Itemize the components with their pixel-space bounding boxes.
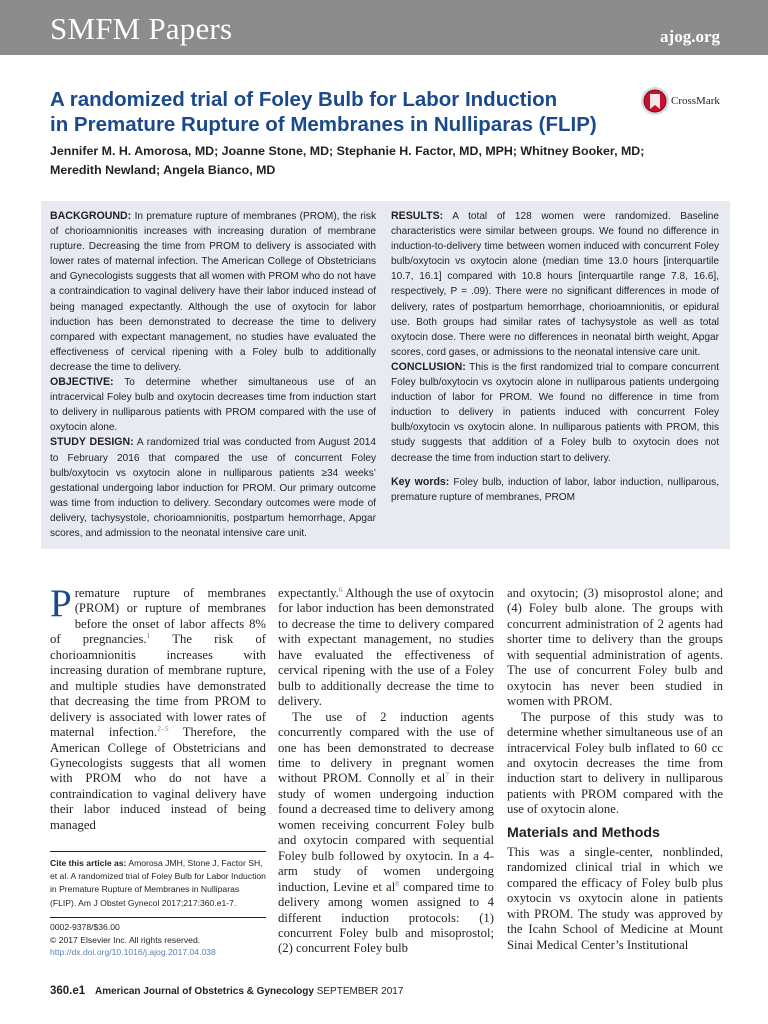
- crossmark-badge[interactable]: [640, 86, 740, 116]
- abstract-spacer: [391, 466, 719, 475]
- issn-price: 0002-9378/$36.00: [50, 922, 120, 932]
- cite-label: Cite this article as:: [50, 858, 127, 868]
- study-design-label: STUDY DESIGN:: [50, 436, 134, 449]
- paragraph: This was a single-center, nonblinded, randomized clinical trial in which we compared the efficacy of Foley bulb plus oxytocin vs oxytocin alone in patients with PROM. The study was approved by the Icahn School of Medicine at Mount Sinai Medical Center’s Institutional: [507, 844, 723, 952]
- intro-text-b: The risk of chorioamnionitis increases with increasing duration of membrane rupture, and multiple studies have demonstrated that decreasing the time from PROM to delivery is associated with lower rates of maternal infection.: [50, 632, 266, 740]
- authors-line-1: Jennifer M. H. Amorosa, MD; Joanne Stone, MD; Stephanie H. Factor, MD, MPH; Whitney Booker, MD;: [50, 144, 645, 158]
- intro-paragraph: [50, 582, 266, 833]
- cite-text: Amorosa JMH, Stone J, Factor SH, et al. A randomized trial of Foley Bulb for Labor Induction in Premature Rupture of Membranes in Nulliparas (FLIP). Am J Obstet Gynecol 2017;217:360.e1-7.: [50, 858, 266, 908]
- body-column-1: [50, 582, 266, 833]
- abstract-box: [41, 201, 730, 549]
- author-list: [50, 142, 710, 180]
- site-link[interactable]: ajog.org: [660, 27, 720, 46]
- title-line-2: in Premature Rupture of Membranes in Nulliparas (FLIP): [50, 113, 597, 136]
- paragraph-text: in their study of women undergoing induction found a decreased time to delivery among women receiving concurrent Foley bulb and oxytocin compared with sequential Foley bulb followed by oxytocin. In a 4-arm study of women undergoing induction, Levine et al: [278, 771, 494, 894]
- article-title: [50, 87, 610, 137]
- page-footer: [50, 985, 403, 997]
- abstract-background: [50, 209, 376, 375]
- rights-box: [50, 921, 266, 959]
- paragraph-text: Although the use of oxytocin for labor induction has been demonstrated to decrease the time to delivery compared with expectant management, no studies have evaluated the effectiveness of cervical ripening with the use of a Foley bulb to additionally decrease the time to delivery.: [278, 586, 494, 709]
- keywords-label: Key words:: [391, 475, 450, 488]
- paragraph-text: compared time to delivery among women assigned to 4 different induction protocols: (1) concurrent Foley bulb and misoprostol; (2) concurrent Foley bulb: [278, 879, 494, 956]
- abstract-objective: [50, 375, 376, 435]
- keywords-text: Foley bulb, induction of labor, labor induction, nulliparous, premature rupture of membranes, PROM: [391, 476, 720, 503]
- reference-link[interactable]: 2–5: [157, 723, 169, 733]
- abstract-keywords: [391, 475, 719, 505]
- conclusion-text: This is the first randomized trial to compare concurrent Foley bulb/oxytocin vs oxytocin alone in nulliparous patients undergoing induction of labor for PROM. We found no difference in time from induction to delivery in patients induced with concurrent Foley bulb/oxytocin vs oxytocin alone. In nulliparous patients with PROM, this study suggests that addition of a Foley bulb to oxytocin does not decrease the time from induction start to delivery.: [391, 361, 719, 464]
- paragraph: [278, 586, 494, 710]
- series-title: SMFM Papers: [50, 11, 233, 46]
- paragraph-text: The use of 2 induction agents concurrently compared with the use of one has been demonstrated to decrease time to delivery in pregnant women without PROM. Connolly et al: [278, 709, 494, 786]
- title-line-1: A randomized trial of Foley Bulb for Labor Induction: [50, 88, 558, 111]
- abstract-left-column: [50, 209, 376, 541]
- abstract-study-design: [50, 435, 376, 541]
- reference-link[interactable]: 6: [338, 584, 343, 594]
- copyright-notice: © 2017 Elsevier Inc. All rights reserved.: [50, 934, 201, 945]
- abstract-conclusion: [391, 360, 719, 466]
- rights-divider: [50, 917, 266, 918]
- body-column-3: [507, 586, 723, 953]
- page-number: 360.e1: [50, 985, 86, 997]
- journal-name: American Journal of Obstetrics & Gynecology: [94, 986, 314, 997]
- conclusion-label: CONCLUSION:: [391, 360, 466, 373]
- doi-link[interactable]: http://dx.doi.org/10.1016/j.ajog.2017.04.038: [50, 947, 216, 957]
- abstract-results: [391, 209, 719, 360]
- abstract-right-column: [391, 209, 719, 505]
- background-text: In premature rupture of membranes (PROM), the risk of chorioamnionitis increases with increasing duration of membrane rupture. Decreasing the time from PROM to delivery is associated with lower rates of maternal infection. The American College of Obstetricians and Gynecologists suggests that all women with PROM who do not have a contraindication to vaginal delivery have their labor induced instead of being managed expectantly. Although the use of oxytocin for labor induction has been demonstrated to decrease the time to delivery compared with expectant management, no studies have evaluated the effectiveness of cervical ripening with a Foley bulb to additionally decrease the time to delivery.: [50, 211, 376, 373]
- crossmark-label: CrossMark: [671, 95, 720, 107]
- section-heading: Materials and Methods: [507, 824, 660, 841]
- issue-date: SEPTEMBER 2017: [316, 986, 404, 997]
- background-label: BACKGROUND:: [50, 210, 132, 222]
- drop-cap: P: [50, 582, 72, 625]
- study-design-text: A randomized trial was conducted from August 2014 to February 2016 that compared the use of concurrent Foley bulb/oxytocin vs oxytocin alone in nulliparous patients ≥34 weeks’ gestational undergoing labor induction for PROM. Our primary outcome was time from induction to delivery. Secondary outcomes were mode of delivery, tachysystole, chorioamnionitis, postpartum hemorrhage, Apgar scores, and admission to the neonatal intensive care unit.: [50, 437, 376, 539]
- results-label: RESULTS:: [391, 210, 444, 222]
- intro-text-c: Therefore, the American College of Obstetricians and Gynecologists suggests that all women with PROM who do not have a contraindication to vaginal delivery have their labor induced instead of being managed: [50, 725, 266, 832]
- journal-header-bar: [0, 0, 768, 55]
- results-text: A total of 128 women were randomized. Baseline characteristics were similar between groups. We found no difference in induction-to-delivery time between women induced with concurrent Foley bulb/oxytocin vs oxytocin alone (median time 13.0 hours [interquartile 10.7, 16.1] compared with 10.8 hours [interquartile range 7.8, 16.6], respectively, P = .09). There were no significant differences in mode of delivery, rates of postpartum hemorrhage, chorioamnionitis, or epidural use. Both groups had similar rates of tachysystole as well as total oxytocin dose. There were no differences in neonatal birth weight, Apgar scores, cord gases, or admissions to the neonatal intensive care unit.: [391, 211, 719, 358]
- paragraph: The purpose of this study was to determine whether simultaneous use of an intracervical Foley bulb inflated to 60 cc and oxytocin decreases the time from induction start to delivery in nulliparous patients with PROM compared with the use of oxytocin alone.: [507, 709, 723, 817]
- cite-divider: [50, 851, 266, 852]
- objective-text: To determine whether simultaneous use of an intracervical Foley bulb and oxytocin decreases time from induction start to delivery in nulliparous patients with PROM compared with the use of oxytocin alone.: [50, 377, 376, 434]
- reference-link[interactable]: 1: [146, 631, 151, 641]
- reference-link[interactable]: 7: [445, 770, 449, 780]
- intro-text-a: remature rupture of membranes (PROM) or rupture of membranes before the onset of labor affects 8% of pregnancies.: [50, 586, 266, 647]
- body-column-2: [278, 586, 494, 957]
- reference-link[interactable]: 8: [395, 878, 399, 888]
- authors-line-2: Meredith Newland; Angela Bianco, MD: [50, 163, 276, 177]
- crossmark-icon: [640, 86, 670, 116]
- citation-box: [50, 857, 266, 910]
- paragraph: [278, 710, 494, 957]
- paragraph-text: expectantly.: [278, 586, 339, 600]
- paragraph: and oxytocin; (3) misoprostol alone; and (4) Foley bulb alone. The groups with concurrent administration of 2 agents had shorter time to delivery than the groups with sequential administration of agents. The use of concurrent Foley bulb and oxytocin has never been studied in women with PROM.: [507, 586, 723, 709]
- objective-label: OBJECTIVE:: [50, 376, 114, 389]
